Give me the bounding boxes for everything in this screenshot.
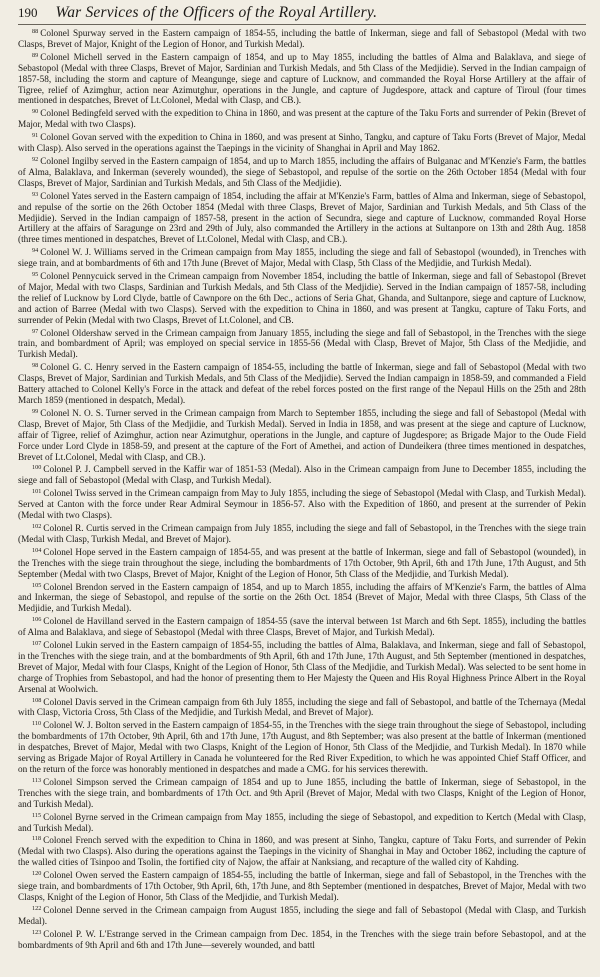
service-entry bbox=[18, 51, 586, 108]
service-entry bbox=[18, 463, 586, 487]
service-entry bbox=[18, 696, 586, 720]
entry-text: Colonel Brendon served in the Eastern campaign of 1854, and up to March 1855, including the affairs of M'Kenzie's Farm, the battles of Alma and Inkerman, the siege of Sebastopol, and repulse of the sortie on the 26th Oct. 1854 (Brevet of Major, Medal with three Clasps, 5th Class of the Medjidie, and Turkish Medal). bbox=[18, 582, 586, 615]
service-entry bbox=[18, 107, 586, 131]
page-number: 190 bbox=[18, 5, 38, 20]
service-entry bbox=[18, 190, 586, 247]
entry-text: Colonel P. J. Campbell served in the Kaffir war of 1851-53 (Medal). Also in the Crimean campaign from June to December 1855, including the siege and fall of Sebastopol (Medal with Clasp, and Turkish Medal). bbox=[18, 465, 586, 487]
service-entry bbox=[18, 869, 586, 904]
service-entry bbox=[18, 834, 586, 869]
service-entry bbox=[18, 246, 586, 270]
entry-number: 101 bbox=[32, 488, 42, 496]
service-entry bbox=[18, 615, 586, 639]
header-rule bbox=[18, 24, 586, 25]
service-entry bbox=[18, 361, 586, 407]
entry-text: Colonel R. Curtis served in the Crimean campaign from July 1855, including the siege and fall of Sebastopol, in the Trenches with the siege train (Medal with Clasp, Turkish Medal, and Brevet of Major). bbox=[18, 523, 586, 545]
entry-number: 88 bbox=[32, 28, 39, 35]
service-entry bbox=[18, 407, 586, 464]
entry-text: Colonel Ingilby served in the Eastern campaign of 1854, and up to March 1855, including the affairs of Bulganac and M'Kenzie's Farm, the battles of Alma, Balaklava, and Inkerman (severely wounded), the siege of Sebastopol, and repulse of the sortie on the 26th October 1854 (Medal with four Clasps, Brevet of Major, Sardinian and Turkish Medals, and 5th Class of the Medjidie). bbox=[18, 156, 586, 189]
entry-number: 120 bbox=[32, 870, 42, 878]
entry-number: 110 bbox=[32, 720, 42, 728]
entry-text: Colonel Denne served in the Crimean campaign from August 1855, including the siege and fall of Sebastopol (Medal with Clasp, and Turkish Medal). bbox=[18, 905, 586, 927]
entry-number: 108 bbox=[32, 696, 42, 704]
service-entry bbox=[18, 131, 586, 155]
service-entry bbox=[18, 270, 586, 327]
entry-text: Colonel Lukin served in the Eastern campaign of 1854-55, including the battles of Alma, Balaklava, and Inkerman, siege and fall of Sebastopol, in the Trenches with the siege train, and at the bombardments of 9th April, 6th and 17th June, 17th August, and 5th September (mentioned in despatches, Brevet of Major, Medal with four Clasps, Knight of the Legion of Honor, 5th Class of the Medjidie, and Turkish Medal). Was selected to be sent home in charge of Trophies from Sebastopol, and had the honor of presenting them to Her Majesty the Queen and His Royal Highness Prince Albert in the Royal Arsenal at Woolwich. bbox=[18, 641, 586, 695]
entry-text: Colonel Govan served with the expedition to China in 1860, and was present at Sinho, Tangku, and capture of Taku Forts (Brevet of Major, Medal with Clasp). Also served in the operations against the Taepings in the vicinity of Shanghai in April and May 1862. bbox=[18, 133, 586, 155]
entry-text: Colonel Pennycuick served in the Crimean campaign from November 1854, including the battle of Inkerman, siege and fall of Sebastopol (Brevet of Major, Medal with two Clasps, Sardinian and Turkish Medals, and 5th Class of the Medjidie). Served in the Indian campaign of 1857-58, including the relief of Lucknow by Lord Clyde, battle of Cawnpore on the 6th Dec., actions of Seria Ghat, Ghanda, and Sultanpore, siege and capture of Lucknow, and action of Barree (Medal with two Clasps). Served with the expedition to China in 1860, and was present at Tangku, capture of Taku Forts, and surrender of Pekin (Medal with two Clasps, Brevet of Lt.Colonel, and CB. bbox=[18, 272, 586, 326]
entry-number: 115 bbox=[32, 811, 42, 819]
service-entry bbox=[18, 776, 586, 811]
entry-text: Colonel Byrne served in the Crimean campaign from May 1855, including the siege of Sebastopol, and expedition to Kertch (Medal with Clasp, and Turkish Medal). bbox=[18, 812, 586, 834]
entry-text: Colonel Hope served in the Eastern campaign of 1854-55, and was present at the battle of Inkerman, siege and fall of Sebastopol (wounded), in the Trenches with the siege train throughout the siege, including the bombardments of 17th October, 9th April, 6th and 17th June, 17th August, and 5th September (Medal with two Clasps, Brevet of Major, Knight of the Legion of Honor, 5th Class of the Medjidie, and Turkish Medal). bbox=[18, 547, 586, 580]
service-entry bbox=[18, 522, 586, 546]
service-entry bbox=[18, 27, 586, 51]
entry-number: 97 bbox=[32, 327, 39, 335]
entry-number: 113 bbox=[32, 776, 42, 784]
running-title: War Services of the Officers of the Royal Artillery. bbox=[55, 4, 378, 21]
entry-number: 89 bbox=[32, 51, 39, 59]
entry-text: Colonel P. W. L'Estrange served in the Crimean campaign from Dec. 1854, in the Trenches with the siege train before Sebastopol, and at the bombardments of 9th April and 6th and 17th June—severely wounded, and battl bbox=[18, 929, 586, 951]
entry-number: 102 bbox=[32, 522, 42, 530]
entry-text: Colonel W. J. Bolton served in the Eastern campaign of 1854-55, in the Trenches with the siege train throughout the siege of Sebastopol, including the bombardments of 17th October, 9th April, 6th and 17th June, 17th August, and 8th September; was also present at the battle of Inkerman (mentioned in despatches, Brevet of Major, Medal with two Clasps, Knight of the Legion of Honor, 5th Class of the Medjidie, and Turkish Medal). In 1870 while serving as Brigade Major of Royal Artillery in Canada he volunteered for the Red River Expedition, to which he was appointed Chief Staff Officer, and on the return of the force was honorably mentioned in despatches and made a CMG. for his services therewith. bbox=[18, 721, 586, 775]
entry-number: 99 bbox=[32, 407, 39, 415]
entry-text: Colonel Twiss served in the Crimean campaign from May to July 1855, including the siege of Sebastopol (Medal with Clasp, and Turkish Medal). Served at Canton with the force under Rear Admiral Seymour in 1856-57. Also with the Expedition of 1860, and present at the surrender of Pekin (Medal with two Clasps). bbox=[18, 489, 586, 522]
entry-number: 90 bbox=[32, 108, 39, 116]
service-entry bbox=[18, 581, 586, 616]
entry-text: Colonel Simpson served the Crimean campaign of 1854 and up to June 1855, including the battle of Inkerman, siege of Sebastopol, in the Trenches with the siege train, and bombardments of 17th Oct. and 9th April (Brevet of Major, Medal with two Clasps, Knight of the Legion of Honor, and Turkish Medal). bbox=[18, 777, 586, 810]
entry-number: 92 bbox=[32, 155, 39, 163]
entry-text: Colonel G. C. Henry served in the Eastern campaign of 1854-55, including the battle of Inkerman, siege and fall of Sebastopol (Medal with two Clasps, Brevet of Major, Sardinian and Turkish Medals, and 5th Class of the Medjidie). Served the Indian campaign in 1858-59, and commanded a Field Battery attached to Colonel Kelly's Force in the attack and defeat of the rebel forces posted on the first range of the Nepaul Hills on the 25th and 28th March 1859 (mentioned in despatch, Medal). bbox=[18, 363, 586, 406]
entry-number: 100 bbox=[32, 464, 42, 472]
entry-text: Colonel Owen served the Eastern campaign of 1854-55, including the battle of Inkerman, siege and fall of Sebastopol, in the Trenches with the siege train, and bombardments of 17th October, 9th April, 6th, 17th June, and 8th September (mentioned in despatches, Brevet of Major, Medal with two Clasps, Knight of the Legion of Honor, 5th Class of the Medjidie, and Turkish Medal). bbox=[18, 871, 586, 903]
entry-number: 91 bbox=[32, 132, 39, 140]
entry-text: Colonel de Havilland served in the Eastern campaign of 1854-55 (save the interval between 1st March and 6th Sept. 1855), including the battles of Alma and Balaklava, and siege of Sebastopol (Medal with three Clasps, Brevet of Major, and Turkish Medal). bbox=[18, 617, 586, 639]
entry-number: 122 bbox=[32, 904, 42, 912]
service-entry bbox=[18, 928, 586, 952]
page-header bbox=[18, 4, 586, 22]
entry-text: Colonel Yates served in the Eastern campaign of 1854, including the affair at M'Kenzie's Farm, battles of Alma and Inkerman, siege of Sebastopol, and repulse of the sortie on the 26th October 1854 (Medal with three Clasps, Brevet of Major, Sardinian and Turkish Medals, and 5th Class of the Medjidie). Served in the Indian campaign of 1857-58, present in the action of Secundra, siege and capture of Lucknow, commanded Royal Horse Artillery at the affairs of Saragunge on 23rd and 29th of July, also commanded the Artillery in the actions at Sultanpore on 13th and 28th Aug. 1858 (three times mentioned in despatches, Brevet of Lt.Colonel, Medal with Clasp, and CB.). bbox=[18, 191, 586, 246]
entry-number: 105 bbox=[32, 581, 42, 589]
service-entry bbox=[18, 811, 586, 835]
entry-text: Colonel Davis served in the Crimean campaign from 6th July 1855, including the siege and fall of Sebastopol, and battle of the Tchernaya (Medal with Clasp, Victoria Cross, 5th Class of the Medjidie, and Turkish Medal, and Brevet of Major). bbox=[18, 697, 586, 719]
entry-number: 104 bbox=[32, 546, 42, 554]
entry-text: Colonel French served with the expedition to China in 1860, and was present at Sinho, Tangku, capture of Taku Forts, and surrender of Pekin (Medal with two Clasps). Also during the operations against the Taepings in the vicinity of Shanghai in May and October 1862, including the capture of the walled cities of Tsinpoo and Tsolin, the fortified city of Najow, the affair at Nanksiang, and recapture of the walled city of Kahding. bbox=[18, 836, 586, 869]
service-entry bbox=[18, 904, 586, 928]
entry-number: 106 bbox=[32, 616, 42, 624]
entry-number: 93 bbox=[32, 190, 39, 198]
entry-text: Colonel Michell served in the Eastern campaign of 1854, and up to May 1855, including the battles of Alma and Balaklava, and siege of Sebastopol (Medal with three Clasps, Brevet of Major, Sardinian and Turkish Medals, and 5th Class of the Medjidie). Served in the Indian campaign of 1857-58, including the storm and capture of Meangunge, siege and capture of Lucknow, and commanded the Royal Horse Artillery at the affair of Tigree, relief of Azimghur, action near Azimutghur, operations in the Jungle, and capture of Jugdespore, attack and capture of Tiroul (four times mentioned in despatches, Brevet of Lt.Colonel, Medal with Clasp, and CB.). bbox=[18, 52, 586, 107]
service-entries bbox=[18, 27, 586, 952]
entry-text: Colonel Oldershaw served in the Crimean campaign from January 1855, including the siege and fall of Sebastopol, in the Trenches with the siege train, and bombardment of April; was employed on special service in 1855-56 (Medal with Clasp, Brevet of Major, 5th Class of the Medjidie, and Turkish Medal). bbox=[18, 328, 586, 361]
entry-number: 94 bbox=[32, 247, 39, 255]
service-entry bbox=[18, 487, 586, 522]
service-entry bbox=[18, 546, 586, 581]
entry-number: 98 bbox=[32, 362, 39, 370]
entry-number: 95 bbox=[32, 271, 39, 279]
entry-text: Colonel W. J. Williams served in the Crimean campaign from May 1855, including the siege and fall of Sebastopol (wounded), in Trenches with siege train, and at bombardments of 6th and 17th June (Brevet of Major, Medal with Clasp, 5th Class of the Medjidie, and Turkish Medal). bbox=[18, 248, 586, 270]
entry-text: Colonel Bedingfeld served with the expedition to China in 1860, and was present at the capture of the Taku Forts and surrender of Pekin (Brevet of Major, Medal with two Clasps). bbox=[18, 109, 586, 131]
service-entry bbox=[18, 719, 586, 776]
entry-number: 123 bbox=[32, 928, 42, 936]
entry-text: Colonel N. O. S. Turner served in the Crimean campaign from March to September 1855, including the siege and fall of Sebastopol (Medal with Clasp, Brevet of Major, 5th Class of the Medjidie, and Turkish Medal). Served in India in 1858, and was present at the siege and capture of Lucknow, affair of Tigree, relief of Azimghur, action near Azimutghur, operations in the Jungle, and capture of Jugdespore; as Brigade Major to the Oude Field Force under Lord Clyde in 1858-59, and present at the capture of the Fort of Amethei, and action of Dundeikera (three times mentioned in despatches, Brevet of Lt.Colonel, Medal with Clasp, and CB.). bbox=[18, 408, 586, 463]
service-entry bbox=[18, 155, 586, 190]
entry-text: Colonel Spurway served in the Eastern campaign of 1854-55, including the battle of Inkerman, siege and fall of Sebastopol (Medal with two Clasps, Brevet of Major, Knight of the Legion of Honor, and Turkish Medal). bbox=[18, 29, 586, 50]
entry-number: 107 bbox=[32, 640, 42, 648]
service-entry bbox=[18, 639, 586, 696]
entry-number: 118 bbox=[32, 835, 42, 843]
service-entry bbox=[18, 327, 586, 362]
